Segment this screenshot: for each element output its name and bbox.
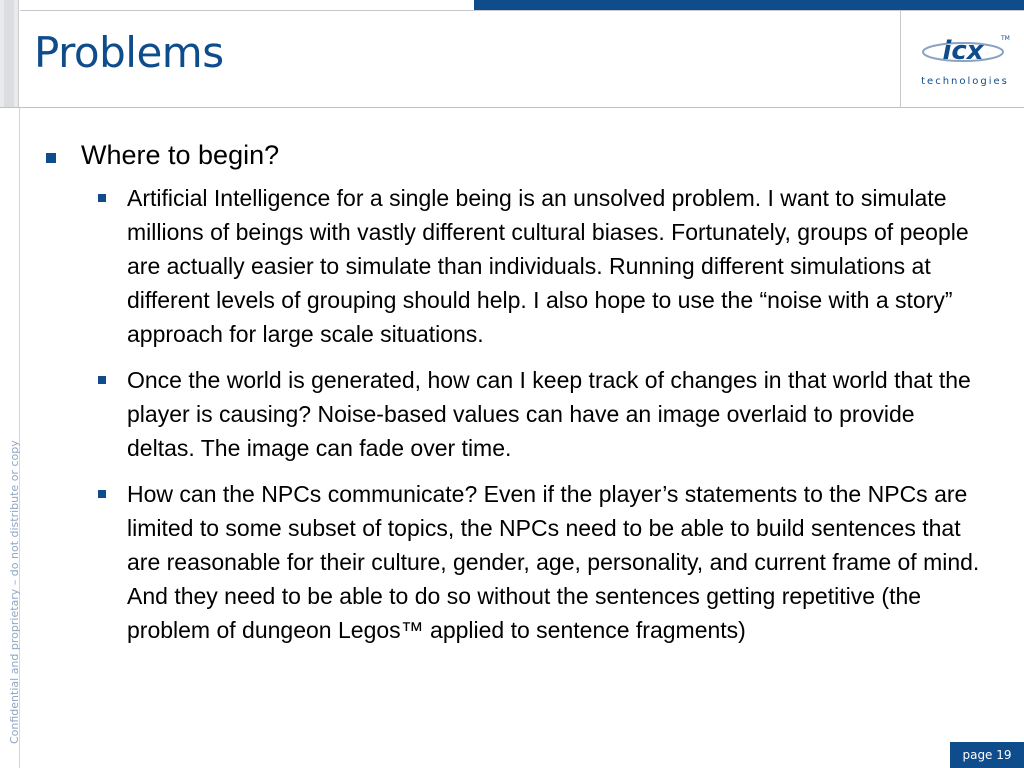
top-accent-bar [474,0,1024,10]
logo-wordmark: icx [942,36,984,66]
sub-bullet-text: Artificial Intelligence for a single being is an unsolved problem. I want to simulate millions of beings with vastly different cultural biases. Fortunately, groups of people are actually easier to simulate than individuals. Running different simulations at different levels of grouping should help. I also hope to use the “noise with a story” approach for large scale situations. [127,185,969,347]
logo-trademark: TM [1001,35,1010,42]
sub-bullet-text: How can the NPCs communicate? Even if the player’s statements to the NPCs are limited to some subset of topics, the NPCs need to be able to build sentences that are reasonable for their culture, gender, age, personality, and current frame of mind. And they need to be able to do so without the sentences getting repetitive (the problem of dungeon Legos™ applied to sentence fragments) [127,481,980,643]
square-bullet-icon [98,194,106,202]
confidentiality-notice: Confidential and proprietary – do not distribute or copy [8,440,21,744]
logo-subtitle: technologies [921,76,1009,87]
header-divider [0,107,1024,108]
square-bullet-icon [98,376,106,384]
bullet-level1 [40,140,990,171]
bullet-heading: Where to begin? [81,140,280,170]
sub-bullet-item [96,363,990,465]
page-number-badge: page 19 [950,742,1024,768]
sub-bullet-item [96,477,990,647]
sub-bullet-item [96,181,990,351]
slide-title: Problems [34,28,224,77]
company-logo [900,11,1024,107]
slide-body [40,140,990,659]
top-divider [20,10,1024,11]
sub-bullet-text: Once the world is generated, how can I keep track of changes in that world that the player is causing? Noise-based values can have an image overlaid to provide deltas. The image can fade over time. [127,367,971,461]
sub-bullet-list [40,181,990,647]
square-bullet-icon [46,153,56,163]
left-header-bar-inner [4,0,14,108]
icx-logo-icon [913,28,1013,90]
left-header-bar [0,0,19,108]
square-bullet-icon [98,490,106,498]
